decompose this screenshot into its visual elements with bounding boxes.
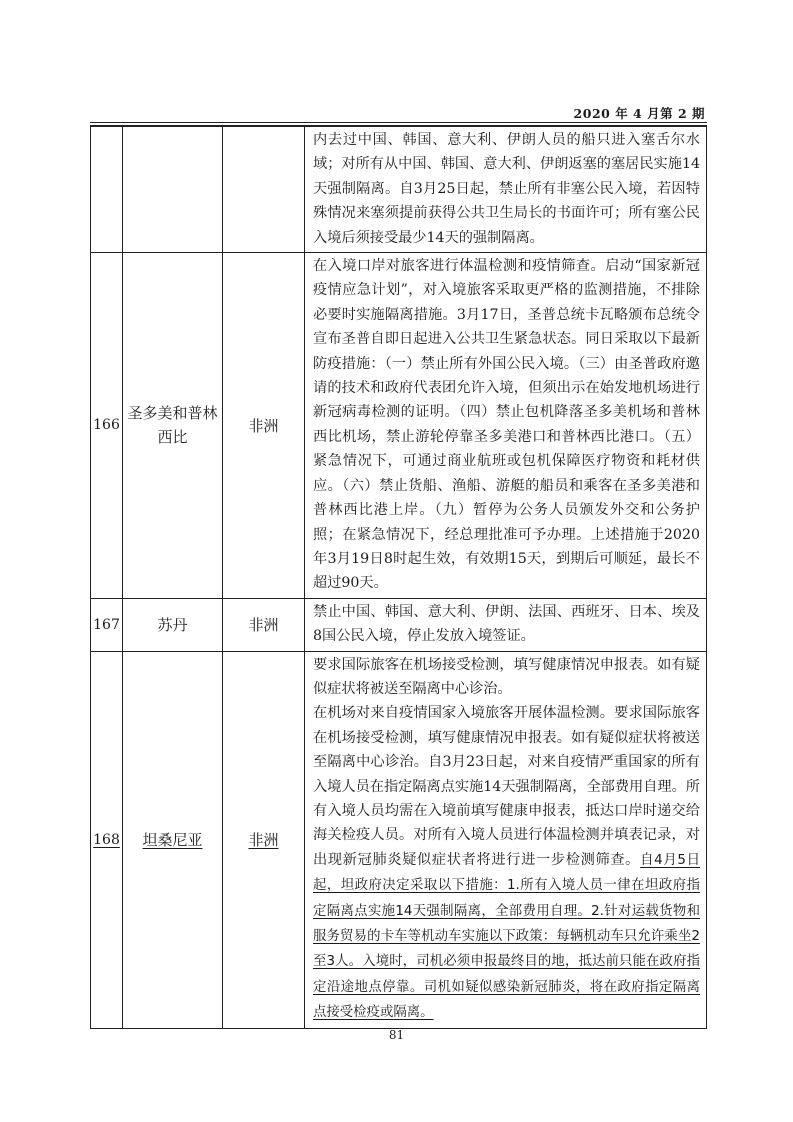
table-row	[91, 651, 707, 1028]
region-name	[223, 127, 305, 253]
country-name	[123, 127, 223, 253]
region-name: 非洲	[223, 253, 305, 599]
measures-text	[305, 127, 707, 253]
country-measures-table	[90, 126, 707, 1029]
row-number: 166	[91, 253, 123, 599]
measures-paragraph: 在机场对来自疫情国家入境旅客开展体温检测。要求国际旅客在机场接受检测，填写健康情况申报表。如有疑似症状将被送至隔离中心诊治。自3月23日起，对来自疫情严重国家的所有入境人员在指定隔离点实施14天强制隔离，全部费用自理。所有入境人员均需在入境前填写健康申报表，抵达口岸时递交给海关检疫人员。对所有入境人员进行体温检测并填表记录，对出现新冠肺炎疑似症状者将进行进一步检测筛查。	[313, 705, 700, 868]
region-name: 非洲	[223, 598, 305, 651]
measures-paragraph: 内去过中国、韩国、意大利、伊朗人员的船只进入塞舌尔水域；对所有从中国、韩国、意大利、伊朗返塞的塞居民实施14天强制隔离。自3月25日起，禁止所有非塞公民入境，若因特殊情况来塞须提前获得公共卫生局长的书面许可；所有塞公民入境后须接受最少14天的强制隔离。	[313, 132, 700, 246]
header-rule	[90, 122, 707, 123]
measures-text	[305, 253, 707, 599]
measures-paragraph: 要求国际旅客在机场接受检测，填写健康情况申报表。如有疑似症状将被送至隔离中心诊治。	[313, 656, 700, 697]
added-measures-text: 自4月5日起，坦政府决定采取以下措施：1.所有入境人员一律在坦政府指定隔离点实施14天强制隔离，全部费用自理。2.针对运载货物和服务贸易的卡车等机动车实施以下政策：每辆机动车只允许乘坐2至3人。入境时，司机必须申报最终目的地，抵达前只能在政府指定沿途地点停靠。司机如疑似感染新冠肺炎，将在政府指定隔离点接受检疫或隔离。	[313, 852, 700, 1021]
country-name: 苏丹	[123, 598, 223, 651]
measures-paragraph: 在入境口岸对旅客进行体温检测和疫情筛查。启动“国家新冠疫情应急计划”，对入境旅客采取更严格的监测措施，不排除必要时实施隔离措施。3月17日，圣普总统卡瓦略颁布总统令宣布圣普自即日起进入公共卫生紧急状态。同日采取以下最新防疫措施：（一）禁止所有外国公民入境。（三）由圣普政府邀请的技术和政府代表团允许入境，但须出示在始发地机场进行新冠病毒检测的证明。（四）禁止包机降落圣多美机场和普林西比机场，禁止游轮停靠圣多美港口和普林西比港口。（五）紧急情况下，可通过商业航班或包机保障医疗物资和耗材供应。（六）禁止货船、渔船、游艇的船员和乘客在圣多美港和普林西比港上岸。（九）暂停为公务人员颁发外交和公务护照；在紧急情况下，经总理批准可予办理。上述措施于2020年3月19日8时起生效，有效期15天，到期后可顺延，最长不超过90天。	[313, 258, 700, 592]
measures-paragraph: 禁止中国、韩国、意大利、伊朗、法国、西班牙、日本、埃及8国公民入境，停止发放入境签证。	[313, 603, 700, 645]
table-row	[91, 598, 707, 651]
measures-text	[305, 598, 707, 651]
measures-text	[305, 651, 707, 1028]
row-number: 168	[91, 651, 123, 1028]
table-row	[91, 127, 707, 253]
region-name: 非洲	[223, 651, 305, 1028]
row-number: 167	[91, 598, 123, 651]
row-number	[91, 127, 123, 253]
country-name: 圣多美和普林西比	[123, 253, 223, 599]
table-row	[91, 253, 707, 599]
country-name: 坦桑尼亚	[123, 651, 223, 1028]
page-number: 81	[388, 1028, 405, 1042]
issue-header: 2020 年 4 月第 2 期	[573, 106, 705, 121]
